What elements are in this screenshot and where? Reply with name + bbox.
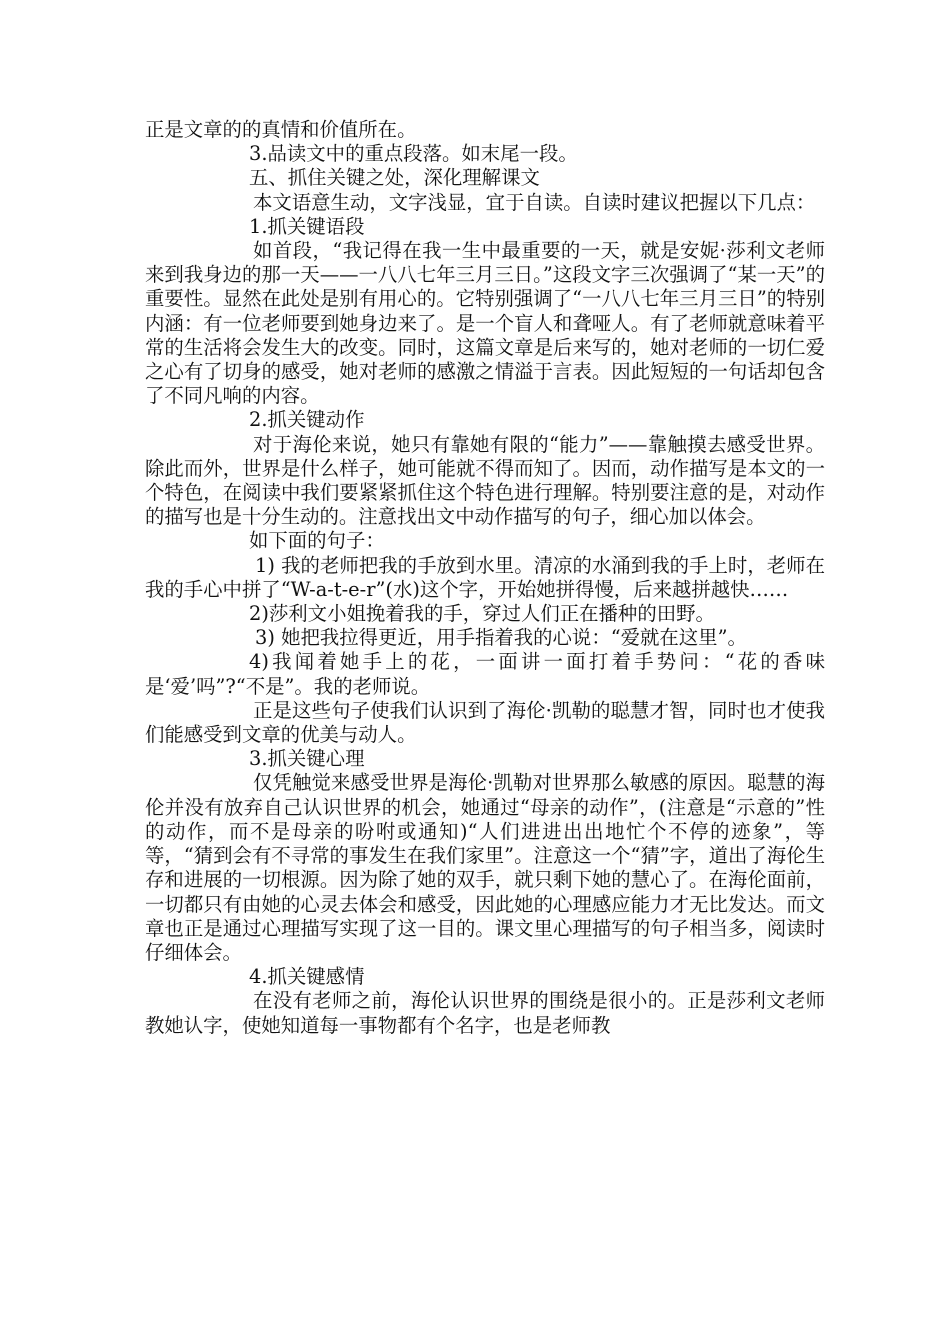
point-heading: 4.抓关键感情 — [249, 965, 365, 989]
body-paragraph: 仅凭触觉来感受世界是海伦·凯勒对世界那么敏感的原因。聪慧的海伦并没有放弃自己认识世界的机会，她通过“母亲的动作”，(注意是“示意的”性的动作，而不是母亲的吩咐或通知)“人们进进出出地忙个不停的迹象”，等等，“猜到会有不寻常的事发生在我们家里”。注意这一个“猜”字，道出了海伦生存和进展的一切根源。因为除了她的双手，就只剩下她的慧心了。在海伦面前，一切都只有由她的心灵去体会和感受，因此她的心理感应能力才无比发达。而文章也正是通过心理描写实现了这一目的。课文里心理描写的句子相当多，阅读时仔细体会。 — [145, 771, 825, 964]
body-paragraph: 正是这些句子使我们认识到了海伦·凯勒的聪慧才智，同时也才使我们能感受到文章的优美与动人。 — [145, 698, 825, 747]
document-body — [145, 118, 825, 1038]
body-paragraph: 对于海伦来说，她只有靠她有限的“能力”——靠触摸去感受世界。除此而外，世界是什么样子，她可能就不得而知了。因而，动作描写是本文的一个特色，在阅读中我们要紧紧抓住这个特色进行理解。特别要注意的是，对动作的描写也是十分生动的。注意找出文中动作描写的句子，细心加以体会。 — [145, 432, 825, 529]
paragraph-ending: 正是文章的的真情和价值所在。 — [145, 118, 417, 141]
example-sentence: 3) 她把我拉得更近，用手指着我的心说：“爱就在这里”。 — [255, 626, 747, 650]
point-heading: 1.抓关键语段 — [249, 214, 365, 238]
point-heading: 2.抓关键动作 — [249, 408, 365, 432]
body-paragraph: 如首段，“我记得在我一生中最重要的一天，就是安妮·莎利文老师来到我身边的那一天——一八八七年三月三日。”这段文字三次强调了“某一天”的重要性。显然在此处是别有用心的。它特别强调了“一八八七年三月三日”的特别内涵：有一位老师要到她身边来了。是一个盲人和聋哑人。有了老师就意味着平常的生活将会发生大的改变。同时，这篇文章是后来写的，她对老师的一切仁爱之心有了切身的感受，她对老师的感激之情溢于言表。因此短短的一句话却包含了不同凡响的内容。 — [145, 239, 825, 408]
example-sentence: 4)我闻着她手上的花，一面讲一面打着手势问：“花的香味是‘爱’吗”?“不是”。我的老师说。 — [145, 650, 825, 698]
body-paragraph: 本文语意生动，文字浅显，宜于自读。自读时建议把握以下几点： — [253, 190, 816, 214]
body-paragraph: 如下面的句子： — [249, 529, 385, 553]
example-sentence: 1) 我的老师把我的手放到水里。清凉的水涌到我的手上时，老师在我的手心中拼了“W-a-t-e-r”(水)这个字，开始她拼得慢，后来越拼越快…… — [145, 553, 825, 601]
section-heading: 五、抓住关键之处，深化理解课文 — [249, 166, 540, 190]
example-sentence: 2)莎利文小姐挽着我的手，穿过人们正在播种的田野。 — [249, 602, 715, 626]
point-heading: 3.抓关键心理 — [249, 747, 365, 771]
body-paragraph: 在没有老师之前，海伦认识世界的围绕是很小的。正是莎利文老师教她认字，使她知道每一事物都有个名字，也是老师教 — [145, 989, 825, 1037]
point-heading: 3.品读文中的重点段落。如末尾一段。 — [249, 142, 578, 166]
